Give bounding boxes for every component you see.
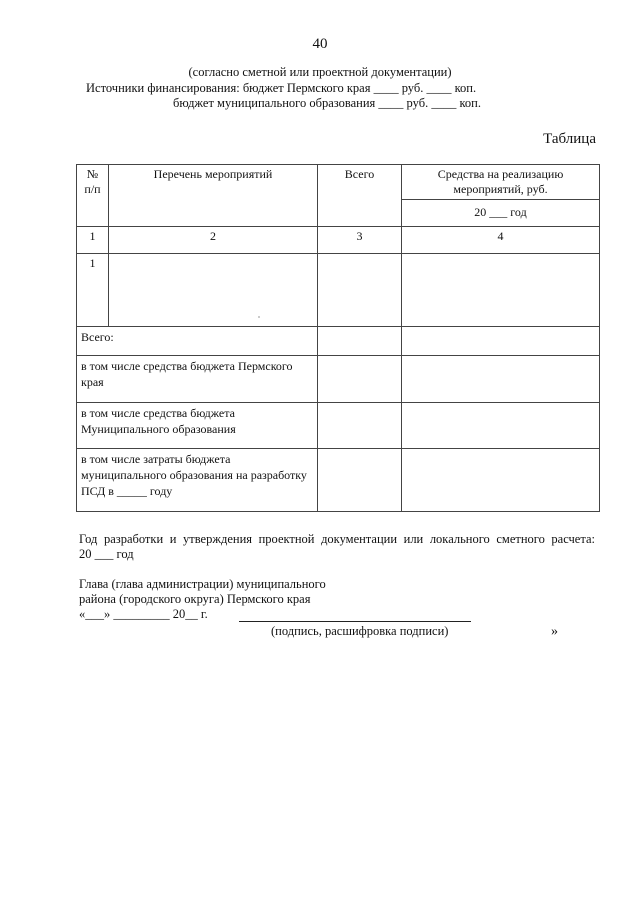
signature-caption: (подпись, расшифровка подписи) <box>271 624 449 638</box>
date-line: «___» _________ 20__ г. <box>79 607 208 621</box>
col-number-1: 1 <box>77 226 109 253</box>
head-title-line1: Глава (глава администрации) муниципального <box>79 577 326 591</box>
header-events: Перечень мероприятий <box>109 165 318 227</box>
signature-line <box>239 621 471 622</box>
table-row <box>77 449 600 512</box>
summary-municipal-label: в том числе средства бюджета Муниципального образования <box>77 403 318 449</box>
header-num: № п/п <box>77 165 109 227</box>
closing-quote: » <box>551 624 558 639</box>
funding-sources-line: Источники финансирования: бюджет Пермского края ____ руб. ____ коп. <box>86 81 477 95</box>
header-total: Всего <box>318 165 402 227</box>
col-number-3: 3 <box>318 226 402 253</box>
summary-regional-label: в том числе средства бюджета Пермского края <box>77 355 318 402</box>
row-total-cell <box>318 253 402 327</box>
municipal-budget-line: бюджет муниципального образования ____ руб. ____ коп. <box>173 96 481 110</box>
summary-total-label: Всего: <box>77 327 318 355</box>
documentation-note: (согласно сметной или проектной документации) <box>188 65 452 79</box>
col-number-2: 2 <box>109 226 318 253</box>
funding-table <box>76 164 600 512</box>
summary-psd-label: в том числе затраты бюджета муниципального образования на разработку ПСД в _____ году <box>77 449 318 512</box>
table-row <box>77 355 600 402</box>
scan-speck <box>258 316 260 318</box>
header-funds: Средства на реализацию мероприятий, руб. <box>402 165 600 200</box>
page-number: 40 <box>312 36 328 52</box>
table-label: Таблица <box>543 131 596 147</box>
table-row <box>77 253 600 327</box>
row-events-cell <box>109 253 318 327</box>
head-title-line2: района (городского округа) Пермского края <box>79 592 311 606</box>
table-row <box>77 327 600 355</box>
header-year: 20 ___ год <box>402 200 600 226</box>
development-year-value: 20 ___ год <box>79 547 134 561</box>
development-year-text: Год разработки и утверждения проектной документации или локального сметного расчета: <box>79 532 595 546</box>
row-funds-cell <box>402 253 600 327</box>
col-number-4: 4 <box>402 226 600 253</box>
table-row <box>77 403 600 449</box>
row-number: 1 <box>77 253 109 327</box>
